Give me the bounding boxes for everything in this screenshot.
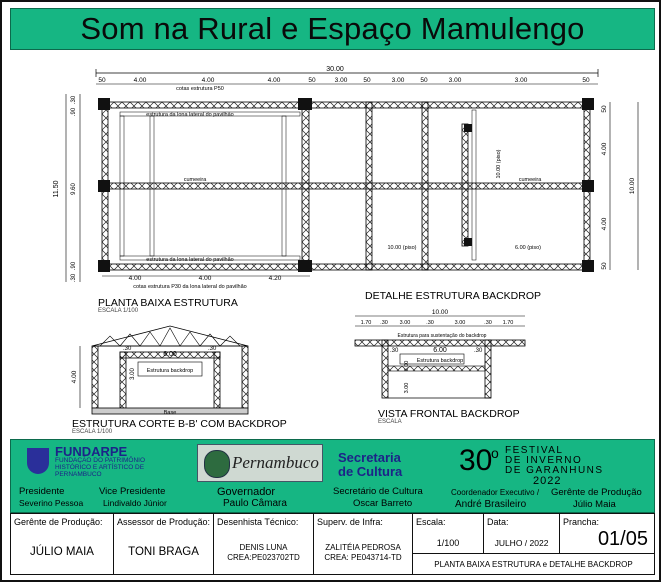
svg-text:.30: .30 [123, 346, 132, 352]
svg-text:10.00: 10.00 [629, 177, 636, 195]
secretaria-logo-line1: Secretaria [338, 450, 401, 465]
svg-text:Base: Base [163, 410, 177, 416]
svg-text:estrutura da lona lateral do p: estrutura da lona lateral do pavilhão [146, 112, 234, 118]
cell-header: Assessor de Produção: [117, 517, 211, 527]
coordinator-name: André Brasileiro [455, 499, 527, 510]
cell-escala [413, 514, 484, 554]
cell-value: CREA:PE023702TD [227, 553, 300, 562]
pernambuco-logo-text: Pernambuco [232, 453, 319, 472]
svg-text:4.20: 4.20 [268, 275, 282, 282]
svg-text:9.60: 9.60 [71, 183, 77, 195]
cell-value: TONI BRAGA [128, 546, 199, 558]
right-dims [601, 105, 636, 270]
svg-text:.30: .30 [426, 320, 434, 326]
svg-text:6.00: 6.00 [433, 347, 447, 354]
governor-name: Paulo Câmara [223, 498, 287, 509]
title-block-table [10, 513, 655, 575]
secretary-name: Oscar Barreto [353, 498, 413, 509]
section-scale: ESCALA 1/100 [72, 429, 113, 435]
festival-number: 30 [459, 444, 493, 477]
sheet-number: 01/05 [597, 528, 648, 550]
top-dim: 50 [582, 77, 590, 84]
cell-header: Desenhista Técnico: [217, 517, 299, 527]
svg-text:.30: .30 [474, 348, 483, 354]
cell-value: 1/100 [436, 538, 460, 548]
top-dim: 3.00 [514, 77, 528, 84]
svg-text:4.00: 4.00 [198, 275, 212, 282]
svg-text:.30: .30 [484, 320, 492, 326]
governor-role: Governador [217, 486, 276, 498]
front-view-scale: ESCALA [378, 419, 402, 425]
front-view-drawing [355, 309, 525, 398]
top-dim: 50 [420, 77, 428, 84]
svg-text:3.00: 3.00 [404, 382, 410, 394]
producer-role: Gerênte de Produção [551, 487, 642, 498]
svg-text:Estrutura para sustentação do: Estrutura para sustentação do backdrop [397, 333, 487, 339]
cell-value: DENIS LUNA [239, 543, 288, 552]
backdrop-detail-label: DETALHE ESTRUTURA BACKDROP [365, 290, 542, 302]
cell-value: JULHO / 2022 [494, 538, 549, 548]
vice-president-role: Vice Presidente [99, 486, 166, 497]
page-title: Som na Rural e Espaço Mamulengo [80, 11, 585, 46]
cell-assessor [114, 514, 214, 574]
svg-text:10.00: 10.00 [431, 309, 449, 316]
secretary-role: Secretário de Cultura [333, 486, 423, 497]
svg-text:10.00 (piso): 10.00 (piso) [496, 149, 502, 179]
svg-text:3.00: 3.00 [454, 320, 466, 326]
festival-line: DE GARANHUNS [505, 465, 604, 476]
section-bb-drawing [71, 326, 248, 416]
svg-text:Estrutura backdrop: Estrutura backdrop [416, 358, 464, 364]
sheet-caption: PLANTA BAIXA ESTRUTURA e DETALHE BACKDROP [434, 560, 633, 569]
festival-ordinal: o [491, 445, 499, 461]
svg-text:50: 50 [601, 262, 608, 270]
svg-text:6.00 (piso): 6.00 (piso) [515, 245, 541, 251]
cell-value: CREA: PE043714-TD [324, 553, 402, 562]
cell-header: Escala: [416, 517, 446, 527]
cell-supervisor [314, 514, 413, 574]
title-banner [10, 8, 655, 50]
svg-text:1.70: 1.70 [502, 320, 514, 326]
cell-header: Superv. de Infra: [317, 517, 383, 527]
top-dim: 3.00 [334, 77, 348, 84]
svg-text:10.00 (piso): 10.00 (piso) [387, 245, 417, 251]
svg-text:cumeeira: cumeeira [518, 177, 542, 183]
festival-line: FESTIVAL [505, 445, 564, 456]
svg-text:.30: .30 [390, 348, 399, 354]
fundarpe-logo-text: FUNDARPE [55, 444, 128, 459]
section-label: ESTRUTURA CORTE B-B' COM BACKDROP [72, 418, 287, 430]
secretaria-logo-line2: de Cultura [338, 464, 403, 479]
left-segment-dims [71, 95, 77, 282]
svg-text:.30: .30 [71, 273, 77, 283]
svg-text:4.00: 4.00 [601, 217, 608, 231]
plan-label: PLANTA BAIXA ESTRUTURA [98, 297, 238, 309]
cell-header: Prancha: [563, 517, 600, 527]
svg-text:Estrutura backdrop: Estrutura backdrop [146, 368, 194, 374]
top-dim: 3.00 [391, 77, 405, 84]
svg-text:cumeeira: cumeeira [183, 177, 207, 183]
technical-drawing [10, 54, 655, 438]
top-dim: 50 [308, 77, 316, 84]
top-segment-dims [98, 77, 590, 84]
fundarpe-sub-line: PERNAMBUCO [55, 471, 102, 478]
left-total-dim: 11.50 [53, 180, 60, 198]
coordinator-role: Coordenador Executivo / [451, 488, 540, 497]
vice-president-name: Lindivaldo Júnior [103, 498, 167, 508]
top-dim: 3.00 [448, 77, 462, 84]
svg-text:1.70: 1.70 [360, 320, 372, 326]
top-dim: 4.00 [267, 77, 281, 84]
svg-text:.90: .90 [71, 107, 77, 117]
svg-text:3.00: 3.00 [404, 360, 410, 372]
cell-header: Data: [487, 517, 509, 527]
svg-text:estrutura da lona lateral do p: estrutura da lona lateral do pavilhão [146, 257, 234, 263]
coat-of-arms-icon [204, 450, 230, 478]
pernambuco-logo [197, 444, 323, 482]
top-dim: 50 [98, 77, 106, 84]
president-name: Severino Pessoa [19, 498, 84, 508]
cell-value: ZALITÉIA PEDROSA [325, 543, 401, 552]
svg-text:6.00: 6.00 [163, 351, 177, 358]
plan-scale: ESCALA 1/100 [98, 308, 139, 314]
festival-line: DE INVERNO [505, 455, 583, 466]
credits-banner [10, 439, 655, 513]
cell-value: JÚLIO MAIA [30, 546, 94, 558]
top-dim: 50 [363, 77, 371, 84]
svg-text:.30: .30 [208, 346, 217, 352]
svg-text:cotas estrutura P50: cotas estrutura P50 [176, 86, 224, 92]
cell-gerente [11, 514, 114, 574]
fundarpe-sub-line: HISTÓRICO E ARTÍSTICO DE [55, 464, 145, 471]
svg-text:50: 50 [601, 105, 608, 113]
svg-text:.30: .30 [380, 320, 388, 326]
svg-text:4.00: 4.00 [71, 370, 78, 384]
cell-header: Gerênte de Produção: [14, 517, 103, 527]
drawing-svg [10, 54, 655, 438]
top-dim: 4.00 [201, 77, 215, 84]
cell-data [484, 514, 560, 554]
front-view-label: VISTA FRONTAL BACKDROP [378, 408, 520, 420]
svg-text:3.00: 3.00 [130, 368, 136, 380]
fundarpe-shield-icon [27, 448, 49, 474]
president-role: Presidente [19, 486, 65, 497]
svg-text:.90: .90 [71, 261, 77, 271]
svg-text:4.00: 4.00 [601, 142, 608, 156]
fundarpe-sub-line: FUNDAÇÃO DO PATRIMÔNIO [55, 457, 146, 464]
svg-text:.30: .30 [71, 95, 77, 105]
svg-text:4.00: 4.00 [128, 275, 142, 282]
cell-desenhista [214, 514, 314, 574]
svg-text:cotas estrutura P30 da lona la: cotas estrutura P30 da lona lateral do pavilhão [133, 284, 247, 290]
cell-prancha [560, 514, 654, 554]
top-total-dim: 30.00 [326, 66, 344, 73]
producer-name: Júlio Maia [573, 499, 616, 510]
svg-text:3.00: 3.00 [399, 320, 411, 326]
top-dim: 4.00 [133, 77, 147, 84]
festival-year: 2022 [533, 475, 562, 487]
